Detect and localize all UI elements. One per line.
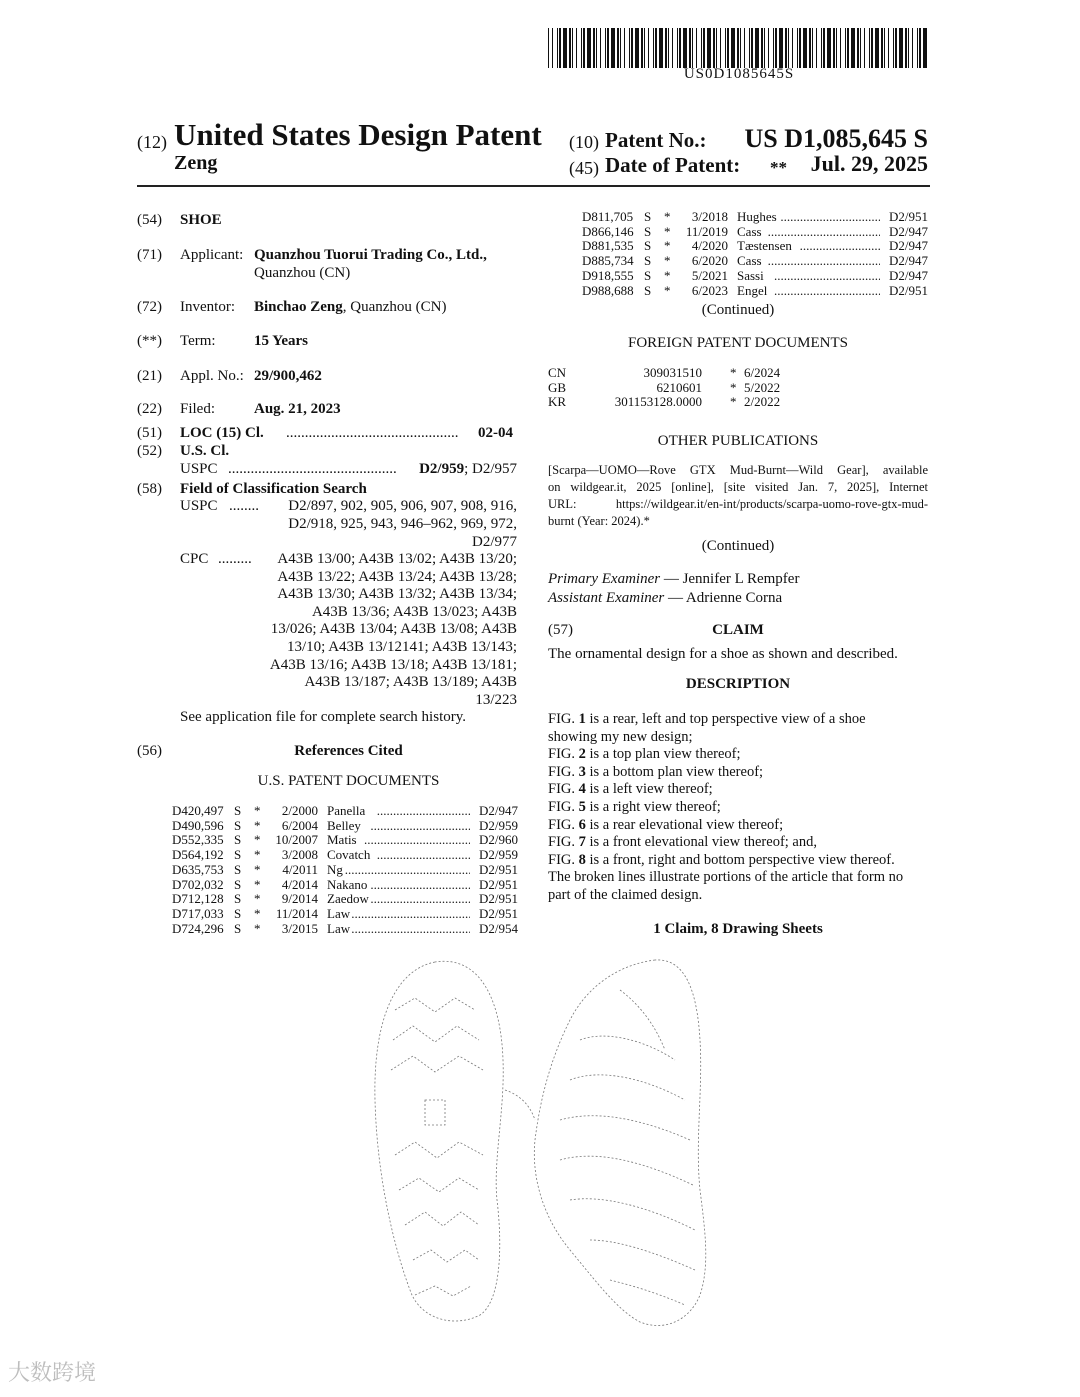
ref-date: 4/2014 — [281, 876, 318, 892]
appl-no-value: 29/900,462 — [254, 368, 322, 384]
ref-star: * — [664, 253, 671, 269]
foreign-reference-row — [548, 365, 808, 380]
cpc-line: A43B 13/22; A43B 13/24; A43B 13/28; — [277, 568, 517, 585]
ref-number: D635,753 — [172, 861, 224, 877]
fig-prefix: FIG. — [548, 763, 579, 780]
ref-number: D866,146 — [582, 223, 634, 239]
date-label: Date of Patent: — [605, 153, 741, 177]
ref-name: Law — [327, 905, 351, 921]
ref-kind: S — [234, 891, 242, 907]
cpc-line: 13/026; A43B 13/04; A43B 13/08; A43B — [270, 621, 517, 638]
ref-date: 5/2021 — [691, 267, 728, 283]
us-cl-main: D2/959 — [419, 461, 465, 477]
code-21: (21) — [137, 368, 162, 384]
ref-number: D490,596 — [172, 817, 224, 833]
fig-text: The broken lines illustrate portions of the article that form no — [548, 869, 904, 886]
foreign-date: 6/2024 — [744, 365, 781, 380]
cpc-line: A43B 13/00; A43B 13/02; A43B 13/20; — [277, 551, 517, 567]
ref-star: * — [254, 905, 261, 921]
ref-number: D712,128 — [172, 891, 224, 907]
figure-description-line — [548, 764, 930, 782]
ref-name: Sassi — [737, 267, 764, 283]
reference-row — [582, 209, 928, 224]
ref-date: 3/2015 — [281, 920, 318, 936]
ref-name: Hughes — [737, 209, 777, 224]
term-value: 15 Years — [254, 333, 309, 349]
ref-number: D881,535 — [582, 238, 634, 254]
code-10: (10) — [569, 132, 599, 152]
ref-leader-dots — [370, 891, 470, 907]
reference-row — [172, 847, 518, 862]
foreign-number: 6210601 — [656, 379, 702, 395]
field-cpc-dots: ......... — [218, 551, 252, 567]
applicant-name: Quanzhou Tuorui Trading Co., Ltd., — [254, 247, 487, 263]
code-54: (54) — [137, 212, 162, 228]
fig-text: part of the claimed design. — [548, 887, 703, 903]
ref-star: * — [254, 861, 261, 877]
header-rule — [137, 185, 930, 187]
code-term: (**) — [137, 333, 162, 349]
reference-row — [172, 906, 518, 921]
fig-text: is a rear, left and top perspective view of a shoe — [585, 711, 866, 727]
cpc-line: A43B 13/16; A43B 13/18; A43B 13/181; — [269, 656, 517, 673]
ref-star: * — [254, 920, 261, 936]
ref-date: 4/2011 — [282, 861, 318, 877]
ref-number: D564,192 — [172, 847, 224, 863]
fig-number: 2 — [578, 746, 586, 763]
us-patent-docs-title: U.S. PATENT DOCUMENTS — [257, 773, 440, 789]
ref-class: D2/960 — [479, 832, 518, 848]
other-publication-line: [Scarpa—UOMO—Rove GTX Mud-Burnt—Wild Gear], available — [548, 463, 928, 477]
figure-description-line — [548, 852, 930, 870]
assistant-examiner-label: Assistant Examiner — [548, 590, 665, 606]
fig-number: 7 — [578, 834, 586, 851]
foreign-number: 309031510 — [643, 365, 702, 380]
ref-number: D420,497 — [172, 803, 224, 818]
fig-text: is a right view thereof; — [585, 799, 721, 815]
code-22: (22) — [137, 401, 162, 417]
term-label: Term: — [180, 333, 216, 349]
ref-name: Covatch — [327, 847, 371, 863]
loc-label: LOC (15) Cl. — [180, 425, 264, 441]
ref-date: 11/2019 — [685, 223, 728, 239]
ref-class: D2/959 — [479, 847, 518, 863]
ref-star: * — [254, 891, 261, 907]
field-cpc-values — [250, 550, 517, 715]
ref-number: D552,335 — [172, 832, 224, 848]
foreign-star: * — [730, 365, 737, 380]
field-search-label: Field of Classification Search — [180, 481, 367, 497]
primary-examiner-label: Primary Examiner — [548, 571, 661, 587]
applicant-city: Quanzhou (CN) — [254, 265, 351, 281]
other-publication-line: burnt (Year: 2024).* — [548, 514, 650, 528]
fig-text: is a bottom plan view thereof; — [585, 763, 764, 780]
figure-description-line — [548, 711, 930, 729]
ref-class: D2/951 — [889, 282, 928, 298]
fig-prefix: FIG. — [548, 799, 579, 815]
date-mark: ** — [770, 158, 787, 177]
shoe-outline — [534, 960, 705, 1326]
ref-star: * — [664, 209, 671, 224]
ref-kind: S — [644, 282, 652, 298]
cpc-line: 13/223 — [475, 691, 517, 708]
us-references-list — [172, 803, 518, 943]
ref-name: Panella — [327, 803, 366, 818]
ref-name: Cass — [737, 253, 762, 269]
foreign-number: 301153128.0000 — [614, 394, 702, 410]
uspc-line: D2/918, 925, 943, 946–962, 969, 972, — [288, 516, 517, 532]
ref-star: * — [664, 223, 671, 239]
inventor-city: , Quanzhou (CN) — [342, 299, 447, 315]
us-references-list-continued — [582, 209, 928, 301]
barcode — [548, 28, 930, 68]
reference-row — [582, 253, 928, 268]
ref-class: D2/947 — [889, 223, 928, 239]
applicant-label: Applicant: — [180, 247, 244, 263]
inventor-name: Binchao Zeng — [254, 299, 343, 315]
ref-date: 6/2004 — [281, 817, 318, 833]
cpc-line: 13/10; A43B 13/12141; A43B 13/143; — [286, 639, 517, 655]
figure-description-line — [548, 869, 930, 887]
foreign-country: KR — [548, 394, 567, 410]
ref-date: 6/2020 — [691, 253, 728, 269]
figure-description-line — [548, 799, 930, 817]
design-title: SHOE — [180, 212, 222, 228]
ref-star: * — [254, 832, 261, 848]
primary-examiner-name: — Jennifer L Rempfer — [663, 571, 800, 587]
assistant-examiner-name: — Adrienne Corna — [668, 590, 783, 606]
ref-name: Law — [327, 920, 351, 936]
ref-kind: S — [234, 861, 242, 877]
appl-no-label: Appl. No.: — [180, 368, 244, 384]
claim-text: The ornamental design for a shoe as shown and described. — [548, 646, 898, 662]
ref-kind: S — [234, 876, 242, 892]
ref-leader-dots — [364, 832, 470, 848]
uspc-line: D2/977 — [472, 534, 517, 550]
ref-number: D702,032 — [172, 876, 224, 892]
fig-number: 4 — [578, 781, 586, 798]
us-cl-values — [419, 460, 517, 478]
ref-kind: S — [234, 920, 242, 936]
ref-number: D918,555 — [582, 267, 634, 283]
cpc-line: A43B 13/187; A43B 13/189; A43B — [304, 674, 517, 691]
ref-class: D2/951 — [479, 876, 518, 892]
foreign-country: CN — [548, 365, 567, 380]
ref-leader-dots — [774, 283, 880, 299]
ref-name: Nakano — [327, 876, 368, 892]
ref-name: Tæstensen — [737, 238, 792, 254]
foreign-reference-row — [548, 380, 808, 395]
ref-star: * — [664, 282, 671, 298]
watermark-logo: 大数跨境 — [8, 1361, 97, 1386]
cpc-line: A43B 13/30; A43B 13/32; A43B 13/34; — [277, 586, 517, 603]
reference-row — [172, 921, 518, 936]
us-cl-label: U.S. Cl. — [180, 443, 230, 459]
description-title: DESCRIPTION — [685, 676, 791, 692]
ref-number: D988,688 — [582, 282, 634, 298]
ref-date: 9/2014 — [281, 891, 318, 907]
other-publication-line: URL: https://wildgear.it/en-int/products/scarpa-uomo-rove-gtx-mud- — [548, 497, 928, 511]
code-58: (58) — [137, 481, 162, 497]
ref-name: Matis — [327, 832, 357, 848]
code-57: (57) — [548, 622, 573, 638]
fig-text: is a front elevational view thereof; and, — [585, 834, 817, 851]
ref-leader-dots — [351, 906, 470, 922]
ref-class: D2/951 — [889, 209, 928, 224]
reference-row — [582, 224, 928, 239]
ref-star: * — [254, 817, 261, 833]
inventor-surname: Zeng — [174, 152, 218, 174]
uspc-line: D2/897, 902, 905, 906, 907, 908, 916, — [288, 498, 517, 514]
us-cl-rest: ; D2/957 — [464, 461, 517, 477]
foreign-star: * — [730, 394, 737, 410]
loc-value: 02-04 — [478, 425, 513, 441]
foreign-date: 2/2022 — [744, 394, 781, 410]
field-cpc-label: CPC — [180, 551, 209, 567]
ref-leader-dots — [351, 921, 470, 937]
ref-class: D2/954 — [479, 920, 518, 936]
fig-text: is a left view thereof; — [585, 781, 713, 798]
fig-prefix: FIG. — [548, 746, 579, 763]
code-12: (12) — [137, 132, 167, 152]
other-pubs-continued: (Continued) — [701, 538, 775, 554]
ref-name: Ng — [327, 861, 343, 877]
fig-text: is a rear elevational view thereof; — [585, 816, 784, 833]
ref-kind: S — [644, 209, 652, 224]
fig-prefix: FIG. — [548, 851, 579, 868]
code-45: (45) — [569, 158, 599, 178]
reference-row — [172, 832, 518, 847]
patent-no-label: Patent No.: — [605, 128, 707, 152]
assistant-examiner — [548, 589, 782, 607]
reference-row — [172, 803, 518, 818]
ref-leader-dots — [377, 803, 470, 819]
other-pubs-title: OTHER PUBLICATIONS — [657, 433, 819, 449]
field-uspc-label: USPC — [180, 498, 218, 514]
fig-prefix: FIG. — [548, 711, 579, 727]
ref-class: D2/947 — [889, 267, 928, 283]
references-cited-title: References Cited — [294, 743, 403, 759]
ref-number: D717,033 — [172, 905, 224, 921]
patent-date: Jul. 29, 2025 — [810, 151, 928, 176]
ref-leader-dots — [377, 847, 470, 863]
ref-class: D2/951 — [479, 891, 518, 907]
code-56: (56) — [137, 743, 162, 759]
ref-kind: S — [234, 832, 242, 848]
figure-description-line — [548, 887, 930, 905]
foreign-docs-title: FOREIGN PATENT DOCUMENTS — [627, 335, 849, 351]
ref-leader-dots — [370, 818, 470, 834]
foreign-reference-row — [548, 394, 808, 409]
ref-name: Zaedow — [327, 891, 369, 907]
ref-number: D811,705 — [582, 209, 634, 224]
ref-kind: S — [644, 238, 652, 254]
fig-number: 6 — [578, 816, 586, 833]
ref-kind: S — [234, 817, 242, 833]
ref-number: D724,296 — [172, 920, 224, 936]
ref-number: D885,734 — [582, 253, 634, 269]
ref-star: * — [254, 803, 261, 818]
fig-number: 5 — [578, 799, 586, 815]
refs-continued: (Continued) — [701, 302, 775, 318]
patent-number: US D1,085,645 S — [744, 124, 928, 153]
fig-number: 8 — [578, 851, 586, 868]
barcode-number: US0D1085645S — [683, 66, 795, 82]
other-publication-line: on wildgear.it, 2025 [online], [site visited Jan. 7, 2025], Internet — [548, 480, 928, 494]
fig-number: 3 — [578, 763, 586, 780]
ref-class: D2/947 — [889, 238, 928, 254]
fig-prefix: FIG. — [548, 781, 579, 798]
patent-type-title: United States Design Patent — [174, 117, 542, 152]
ref-leader-dots — [768, 253, 880, 269]
ref-leader-dots — [345, 862, 470, 878]
us-cl-uspc-label: USPC — [180, 461, 218, 477]
code-52: (52) — [137, 443, 162, 459]
ref-name: Belley — [327, 817, 361, 833]
foreign-star: * — [730, 379, 737, 395]
ref-star: * — [254, 847, 261, 863]
code-72: (72) — [137, 299, 162, 315]
foreign-date: 5/2022 — [744, 379, 781, 395]
figure-description-line — [548, 781, 930, 799]
ref-kind: S — [644, 223, 652, 239]
ref-leader-dots — [800, 238, 880, 254]
design-drawing — [355, 950, 735, 1335]
search-history-note: See application file for complete search history. — [180, 709, 467, 725]
ref-class: D2/947 — [479, 803, 518, 818]
ref-date: 10/2007 — [275, 832, 318, 848]
ref-star: * — [254, 876, 261, 892]
loc-dots: .............................................. — [286, 425, 459, 441]
reference-row — [582, 283, 928, 298]
figure-description-line — [548, 834, 930, 852]
fig-prefix: FIG. — [548, 816, 579, 833]
ref-kind: S — [644, 267, 652, 283]
cpc-line: A43B 13/36; A43B 13/023; A43B — [311, 603, 517, 620]
ref-date: 3/2018 — [691, 209, 728, 224]
ref-date: 6/2023 — [691, 282, 728, 298]
figure-descriptions — [548, 711, 930, 906]
reference-row — [172, 818, 518, 833]
field-uspc-values — [260, 497, 517, 557]
ref-kind: S — [234, 847, 242, 863]
ref-class: D2/959 — [479, 817, 518, 833]
ref-kind: S — [644, 253, 652, 269]
ref-class: D2/951 — [479, 905, 518, 921]
code-51: (51) — [137, 425, 162, 441]
us-cl-dots: ............................................. — [228, 461, 397, 477]
ref-class: D2/947 — [889, 253, 928, 269]
figure-description-line — [548, 746, 930, 764]
ref-leader-dots — [370, 877, 470, 893]
ref-kind: S — [234, 905, 242, 921]
filed-value: Aug. 21, 2023 — [254, 401, 341, 417]
ref-leader-dots — [780, 209, 880, 225]
ref-date: 2/2000 — [281, 803, 318, 818]
other-publication-text — [548, 462, 928, 534]
reference-row — [582, 268, 928, 283]
filed-label: Filed: — [180, 401, 216, 417]
ref-star: * — [664, 238, 671, 254]
fig-number: 1 — [578, 711, 586, 727]
ref-date: 4/2020 — [691, 238, 728, 254]
ref-leader-dots — [768, 224, 880, 240]
figure-description-line — [548, 817, 930, 835]
ref-class: D2/951 — [479, 861, 518, 877]
reference-row — [172, 877, 518, 892]
inventor-line — [254, 298, 447, 316]
code-71: (71) — [137, 247, 162, 263]
ref-name: Cass — [737, 223, 762, 239]
sole-outline — [375, 961, 503, 1321]
reference-row — [582, 238, 928, 253]
claims-summary: 1 Claim, 8 Drawing Sheets — [653, 921, 823, 937]
ref-name: Engel — [737, 282, 768, 298]
ref-star: * — [664, 267, 671, 283]
ref-date: 11/2014 — [275, 905, 318, 921]
claim-title: CLAIM — [712, 622, 764, 638]
fig-text: is a front, right and bottom perspective view thereof. — [585, 851, 895, 868]
fig-text: showing my new design; — [548, 728, 693, 745]
reference-row — [172, 862, 518, 877]
inventor-label: Inventor: — [180, 299, 235, 315]
ref-date: 3/2008 — [281, 847, 318, 863]
ref-kind: S — [234, 803, 242, 818]
fig-text: is a top plan view thereof; — [585, 746, 741, 763]
foreign-country: GB — [548, 379, 567, 395]
field-uspc-dots: ........ — [229, 498, 259, 514]
reference-row — [172, 891, 518, 906]
figure-description-line — [548, 729, 930, 747]
fig-prefix: FIG. — [548, 834, 579, 851]
primary-examiner — [548, 570, 799, 588]
foreign-references-list — [548, 365, 808, 410]
ref-leader-dots — [774, 268, 880, 284]
